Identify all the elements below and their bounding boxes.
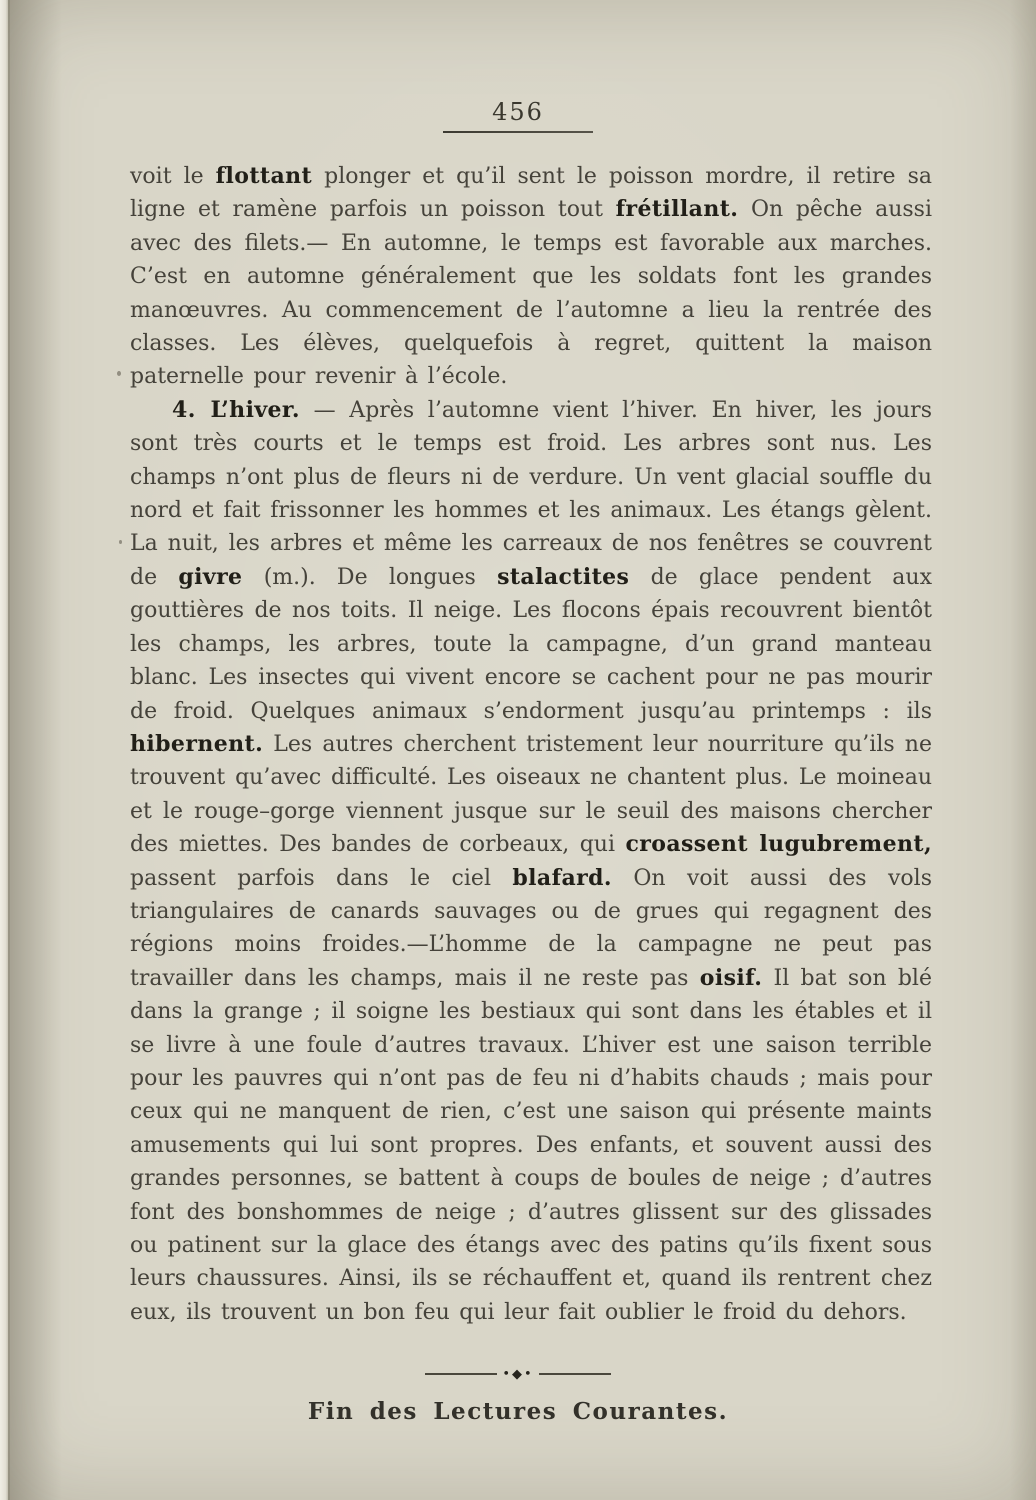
page-footer <box>0 1364 1036 1425</box>
divider-line-right <box>539 1373 611 1375</box>
body-text: plonger et qu’il sent le poisson mordre, il retire sa ligne et ramène parfois un poisson tout <box>130 164 932 223</box>
emphasized-term: stalactites <box>497 563 630 590</box>
page-right-edge <box>1010 0 1036 1500</box>
ink-speck <box>117 371 121 376</box>
body-text: de glace pendent aux gouttières de nos toits. Il neige. Les flocons épais recouvrent bientôt les champs, les arbres, toute la campagne, d’un grand manteau blanc. Les insectes qui vivent encore se cachent pour ne pas mourir de froid. Quelques animaux s’endorment jusqu’au printemps : ils <box>130 564 933 724</box>
binding-shadow <box>10 0 62 1500</box>
body-text: On pêche aussi avec des filets.— En automne, le temps est favorable aux marches. C’est en automne généralement que les soldats font les grandes manœuvres. Au commencement de l’automne a lieu la rentrée des classes. Les élèves, quelquefois à regret, quittent la maison paternelle pour revenir à l’école. <box>130 197 932 390</box>
body-text: Il bat son blé dans la grange ; il soigne les bestiaux qui sont dans les étables et il se livre à une foule d’autres travaux. L’hiver est une saison terrible pour les pauvres qui n’ont pas de feu ni d’habits chauds ; mais pour ceux qui ne manquent de rien, c’est une saison qui présente maints amusements qui lui sont propres. Des enfants, et souvent aussi des grandes personnes, se battent à coups de boules de neige ; d’autres font des bonshommes de neige ; d’autres glissent sur des glissades ou patinent sur la glace des étangs avec des patins qu’ils fixent sous leurs chaussures. Ainsi, ils se réchauffent et, quand ils rentrent chez eux, ils trouvent un bon feu qui leur fait oublier le froid du dehors. <box>130 965 932 1325</box>
emphasized-term: frétillant. <box>615 196 739 223</box>
paragraph <box>130 160 932 394</box>
emphasized-term: 4. L’hiver. <box>172 396 300 423</box>
body-text: (m.). De longues <box>242 564 498 590</box>
page-number: 456 <box>492 98 544 126</box>
body-text: voit le <box>130 164 216 189</box>
divider-ornament-icon: •◆• <box>502 1366 534 1382</box>
paragraph <box>130 394 932 1329</box>
text-block <box>130 160 932 1329</box>
emphasized-term: givre <box>178 563 243 590</box>
binding-line <box>8 0 10 1500</box>
emphasized-term: hibernent. <box>130 730 264 757</box>
body-text: — Après l’automne vient l’hiver. En hiver, les jours sont très courts et le temps est froid. Les arbres sont nus. Les champs n’ont plus de fleurs ni de verdure. Un vent glacial souffle du nord et fait frissonner les hommes et les animaux. Les étangs gèlent. La nuit, les arbres et même les carreaux de nos fenêtres se couvrent de <box>130 397 932 590</box>
body-text: On voit aussi des vols triangulaires de canards sauvages ou de grues qui regagnent des régions moins froides.—L’homme de la campagne ne peut pas travailler dans les champs, mais il ne reste pas <box>130 865 933 991</box>
ink-speck <box>119 540 122 544</box>
body-text: Les autres cherchent tristement leur nourriture qu’ils ne trouvent qu’avec difficulté. Les oiseaux ne chantent plus. Le moineau et le rouge–gorge viennent jusque sur le seuil des maisons chercher des miettes. Des bandes de corbeaux, qui <box>130 731 932 858</box>
page-header <box>0 98 1036 133</box>
body-text: passent parfois dans le ciel <box>130 865 513 891</box>
emphasized-term: croassent lugubrement, <box>625 831 933 858</box>
scan-edge <box>0 0 8 1500</box>
fin-text: Fin des Lectures Courantes. <box>307 1398 729 1425</box>
emphasized-term: blafard. <box>512 864 612 891</box>
emphasized-term: flottant <box>215 163 313 189</box>
section-divider <box>0 1364 1036 1384</box>
page-number-rule <box>443 131 593 133</box>
divider-line-left <box>425 1373 497 1375</box>
emphasized-term: oisif. <box>699 964 763 991</box>
